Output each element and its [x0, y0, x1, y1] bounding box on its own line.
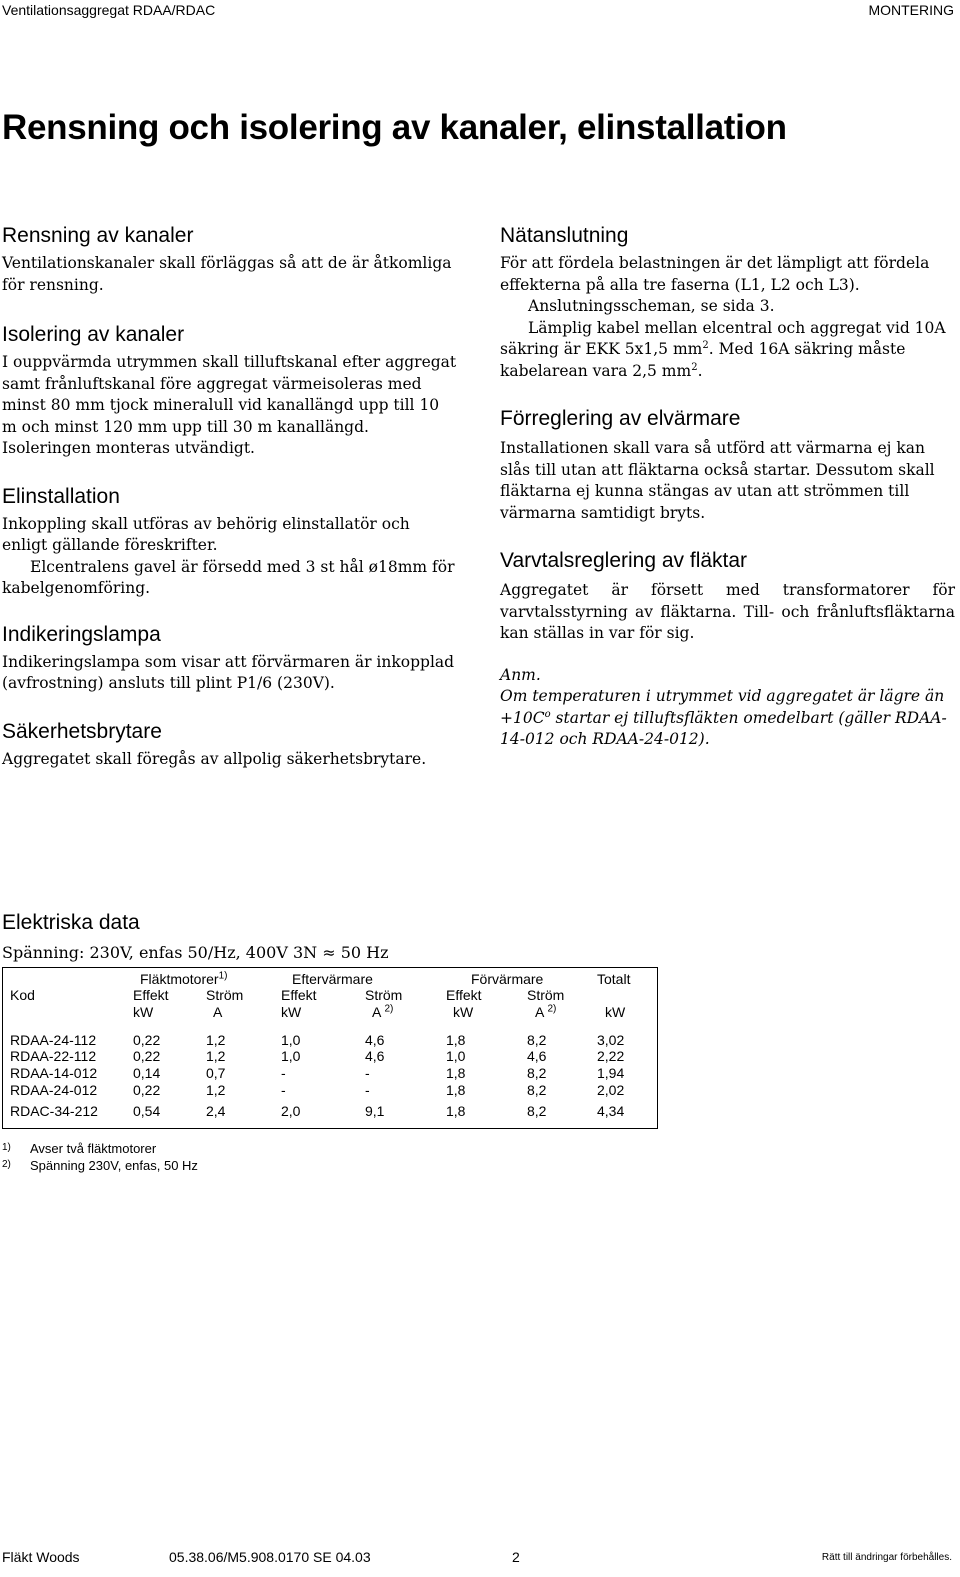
footer-note: Rätt till ändringar förbehålles.	[821, 1552, 952, 1563]
footnote-mark-2: 2)	[2, 1159, 11, 1170]
heading-forreglering: Förreglering av elvärmare	[500, 407, 741, 430]
header-section: MONTERING	[868, 2, 954, 18]
table-cell: 4,34	[597, 1103, 625, 1119]
text-elinstallation-1: Inkoppling skall utföras av behörig elinstallatör och enligt gällande föreskrifter.	[2, 514, 410, 554]
voltage-line: Spänning: 230V, enfas 50/Hz, 400V 3N ≈ 50 Hz	[2, 943, 389, 962]
th-kod: Kod	[10, 987, 35, 1003]
anm-text: Om temperaturen i utrymmet vid aggregatet är lägre än $+10C^o$ startar ej tilluftsfläkten omedelbart (gäller RDAA-14-012 och RDAA-24-012).	[500, 687, 947, 748]
anm-label: Anm.	[500, 665, 541, 684]
right-column	[500, 223, 955, 751]
text-natanslutning-1: För att fördela belastningen är det lämpligt att fördela effekterna på alla tre faserna (L1, L2 och L3).	[500, 254, 930, 294]
table-cell: 2,02	[597, 1082, 625, 1098]
text-indikering: Indikeringslampa som visar att förvärmaren är inkopplad (avfrostning) ansluts till plint P1/6 (230V).	[2, 652, 455, 692]
footer-doc-number: 05.38.06/M5.908.0170 SE 04.03	[169, 1549, 371, 1565]
heading-sakerhet: Säkerhetsbrytare	[2, 719, 162, 743]
th-strom-3: Ström	[527, 987, 565, 1003]
page-title: Rensning och isolering av kanaler, elinstallation	[2, 108, 787, 147]
table-cell: 2,22	[597, 1048, 625, 1064]
table-cell: 1,8	[446, 1103, 466, 1119]
table-cell: 1,2	[206, 1032, 226, 1048]
table-cell: -	[281, 1065, 286, 1081]
table-row-code: RDAA-22-112	[10, 1048, 97, 1064]
table-cell: 3,02	[597, 1032, 625, 1048]
table-cell: -	[365, 1065, 370, 1081]
table-cell: 1,8	[446, 1082, 466, 1098]
th-strom-2: Ström	[365, 987, 403, 1003]
th-strom-1: Ström	[206, 987, 244, 1003]
table-cell: 1,0	[281, 1032, 301, 1048]
table-cell: 8,2	[527, 1103, 547, 1119]
table-cell: 8,2	[527, 1065, 547, 1081]
footer-page-number: 2	[512, 1549, 520, 1565]
th-unit-kw-total: kW	[605, 1004, 626, 1020]
table-cell: 0,22	[133, 1082, 161, 1098]
table-cell: 1,8	[446, 1065, 466, 1081]
table-cell: 0,22	[133, 1048, 161, 1064]
table-cell: 4,6	[365, 1048, 385, 1064]
table-cell: 0,14	[133, 1065, 161, 1081]
table-cell: -	[365, 1082, 370, 1098]
table-cell: 1,94	[597, 1065, 625, 1081]
th-unit-a-3: A $^{2)}$	[535, 1003, 557, 1020]
th-flaktmotorer: Fläktmotorer$^{1)}$	[140, 970, 228, 987]
th-totalt: Totalt	[597, 971, 631, 987]
table-cell: 2,4	[206, 1103, 226, 1119]
footer-company: Fläkt Woods	[2, 1549, 80, 1565]
heading-isolering: Isolering av kanaler	[2, 323, 185, 346]
table-cell: 1,2	[206, 1048, 226, 1064]
th-eftervarmare: Eftervärmare	[292, 971, 373, 987]
table-cell: 0,22	[133, 1032, 161, 1048]
text-elinstallation-2: Elcentralens gavel är försedd med 3 st hål ø18mm för kabelgenomföring.	[2, 557, 455, 597]
table-cell: 1,0	[281, 1048, 301, 1064]
footnote-text-2: Spänning 230V, enfas, 50 Hz	[30, 1158, 198, 1173]
table-cell: 1,2	[206, 1082, 226, 1098]
text-natanslutning-3: Lämplig kabel mellan elcentral och aggregat vid 10A säkring är EKK 5x1,5 $mm^2$. Med 16A säkring måste kabelarean vara 2,5 $mm^2$.	[500, 318, 946, 380]
footnote-text-1: Avser två fläktmotorer	[30, 1141, 157, 1156]
heading-indikering: Indikeringslampa	[2, 622, 161, 646]
heading-elektriska-data: Elektriska data	[2, 911, 140, 934]
th-unit-a-2: A $^{2)}$	[372, 1003, 394, 1020]
table-row-code: RDAA-24-012	[10, 1082, 98, 1098]
text-rensning: Ventilationskanaler skall förläggas så att de är åtkomliga för rensning.	[2, 254, 452, 294]
table-cell: 2,0	[281, 1103, 301, 1119]
table-row-code: RDAA-14-012	[10, 1065, 98, 1081]
text-natanslutning-2: Anslutningsscheman, se sida 3.	[528, 297, 775, 315]
table-row-code: RDAC-34-212	[10, 1103, 98, 1119]
text-forreglering: Installationen skall vara så utförd att värmarna ej kan slås till utan att fläktarna också startar. Dessutom skall fläktarna ej kunna stängas av utan att strömmen till värmarna samtidigt bryts.	[500, 439, 935, 522]
th-effekt-3: Effekt	[446, 987, 482, 1003]
text-isolering: I ouppvärmda utrymmen skall tilluftskanal efter aggregat samt frånluftskanal före aggregat värmeisoleras med minst 80 mm tjock mineralull vid kanallängd upp till 10 m och minst 120 mm upp till 30 m kanallängd. Isoleringen monteras utvändigt.	[2, 353, 457, 457]
th-unit-kw-2: kW	[281, 1004, 302, 1020]
heading-elinstallation: Elinstallation	[2, 484, 120, 508]
table-cell: 0,7	[206, 1065, 226, 1081]
th-unit-kw-3: kW	[453, 1004, 474, 1020]
text-sakerhet: Aggregatet skall föregås av allpolig säkerhetsbrytare.	[2, 749, 427, 768]
table-cell: -	[281, 1082, 286, 1098]
left-column	[2, 223, 457, 770]
heading-varvtal: Varvtalsreglering av fläktar	[500, 549, 748, 572]
th-unit-a-1: A	[213, 1004, 223, 1020]
text-varvtal: Aggregatet är försett med transformatorer för varvtalsstyrning av fläktarna. Till- och frånluftsfläktarna kan ställas in var för sig.	[500, 581, 955, 642]
table-cell: 1,0	[446, 1048, 466, 1064]
header-title: Ventilationsaggregat RDAA/RDAC	[2, 2, 216, 18]
table-cell: 8,2	[527, 1032, 547, 1048]
table-cell: 0,54	[133, 1103, 161, 1119]
heading-rensning: Rensning av kanaler	[2, 224, 194, 247]
heading-natanslutning: Nätanslutning	[500, 224, 629, 247]
th-forvarmare: Förvärmare	[471, 971, 544, 987]
th-unit-kw-1: kW	[133, 1004, 154, 1020]
table-cell: 1,8	[446, 1032, 466, 1048]
table-cell: 9,1	[365, 1103, 385, 1119]
table-cell: 4,6	[365, 1032, 385, 1048]
table-cell: 4,6	[527, 1048, 547, 1064]
footnote-mark-1: 1)	[2, 1142, 11, 1153]
th-effekt-1: Effekt	[133, 987, 169, 1003]
table-row-code: RDAA-24-112	[10, 1032, 97, 1048]
th-effekt-2: Effekt	[281, 987, 317, 1003]
table-cell: 8,2	[527, 1082, 547, 1098]
